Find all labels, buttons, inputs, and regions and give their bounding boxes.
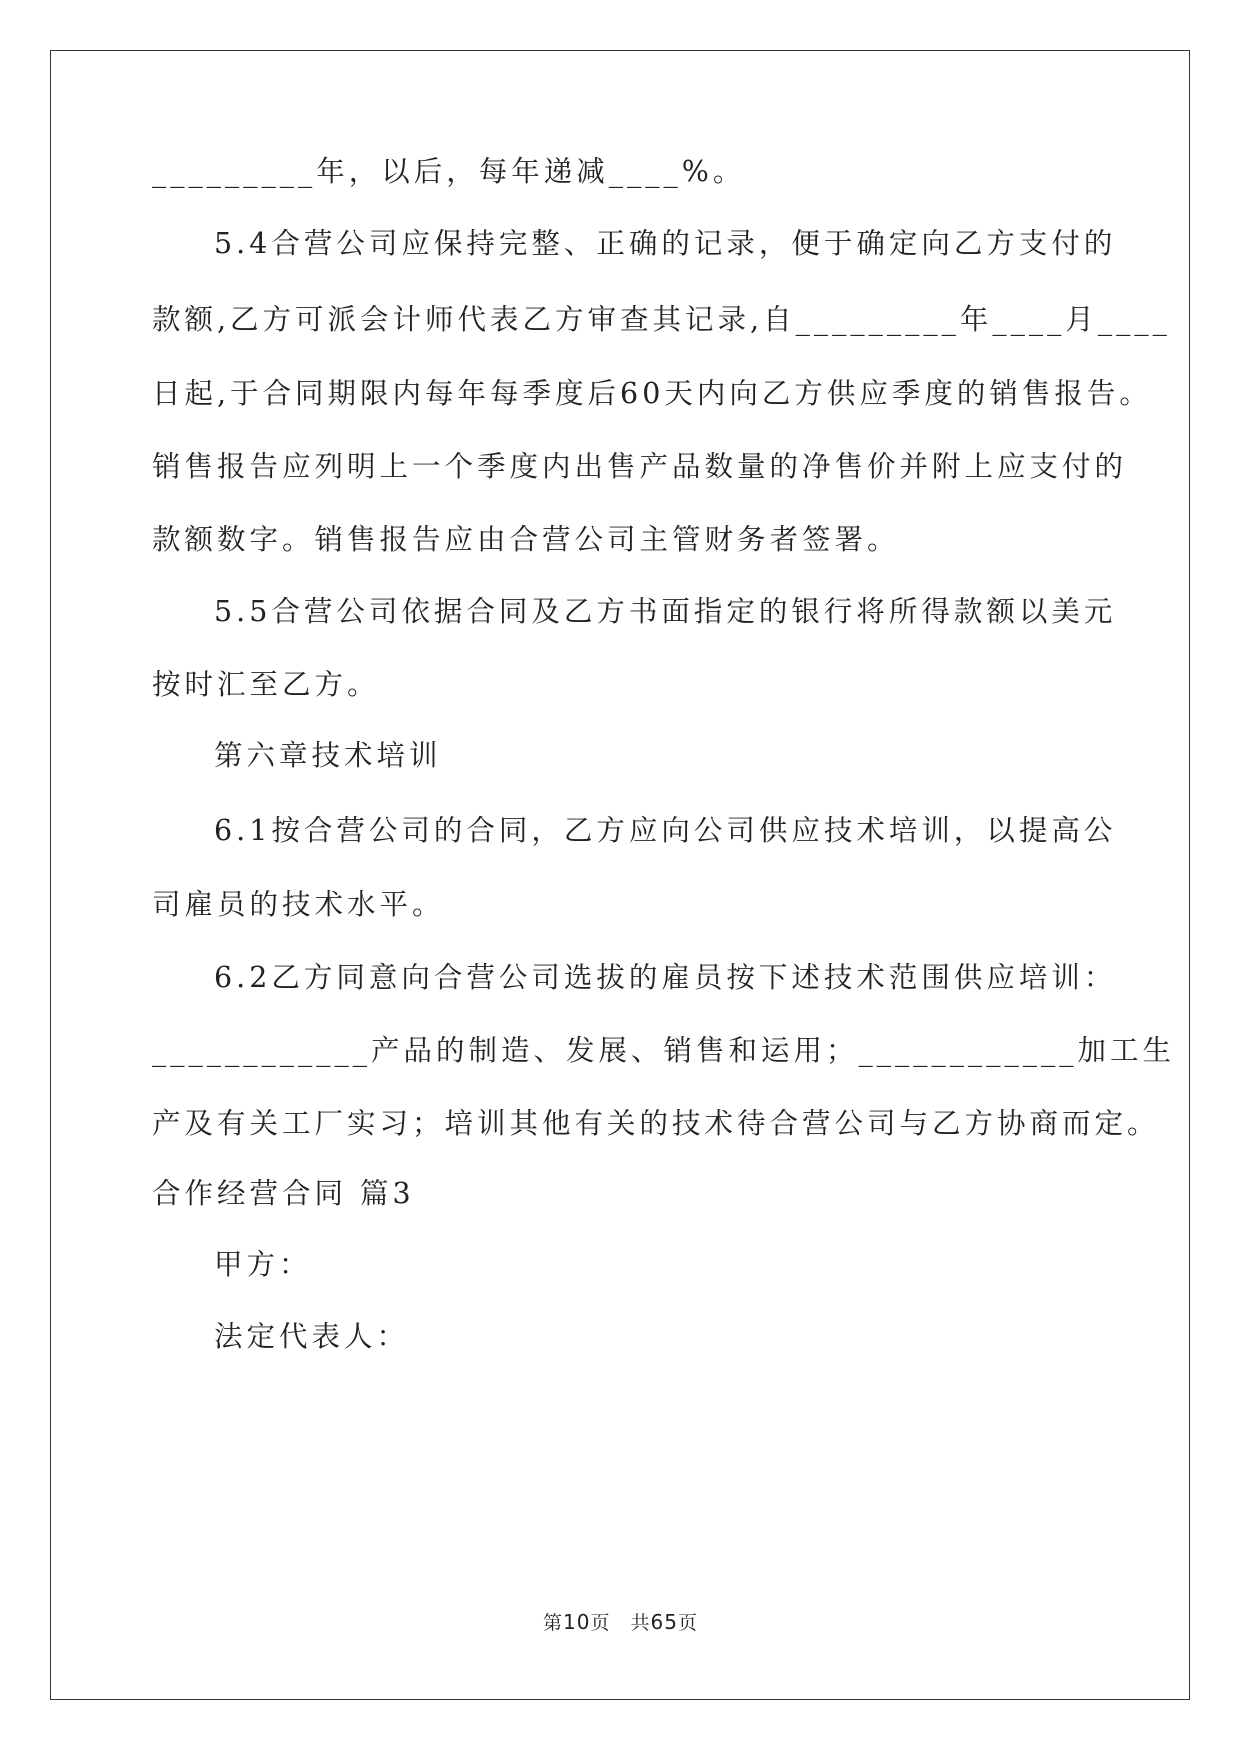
text-line-5: 销售报告应列明上一个季度内出售产品数量的净售价并附上应支付的: [152, 450, 1128, 483]
text-line-8: 按时汇至乙方。: [152, 668, 380, 701]
text-line-4: 日起,于合同期限内每年每季度后60天内向乙方供应季度的销售报告。: [152, 377, 1152, 410]
party-a-label: 甲方：: [214, 1248, 312, 1281]
text-line-14: 产及有关工厂实习；培训其他有关的技术待合营公司与乙方协商而定。: [152, 1107, 1160, 1140]
legal-representative-label: 法定代表人：: [214, 1320, 410, 1353]
chapter-heading: 第六章技术培训: [214, 739, 442, 772]
text-line-1: _________年，以后，每年递减____%。: [152, 155, 746, 188]
text-line-12: 6.2乙方同意向合营公司选拔的雇员按下述技术范围供应培训：: [214, 961, 1117, 994]
section-title: 合作经营合同 篇3: [152, 1177, 415, 1210]
text-line-6: 款额数字。销售报告应由合营公司主管财务者签署。: [152, 523, 900, 556]
text-line-11: 司雇员的技术水平。: [152, 888, 445, 921]
text-line-13: ____________产品的制造、发展、销售和运用；____________加工生: [152, 1034, 1176, 1067]
page-border: [50, 50, 1190, 1700]
footer-prefix: 第: [543, 1612, 564, 1634]
footer-middle: 页 共: [590, 1612, 651, 1634]
footer-suffix: 页: [677, 1612, 698, 1634]
text-line-2: 5.4合营公司应保持完整、正确的记录，便于确定向乙方支付的: [214, 227, 1117, 260]
current-page-number: 10: [563, 1610, 591, 1634]
page-footer: [0, 1609, 1241, 1636]
text-line-3: 款额,乙方可派会计师代表乙方审查其记录,自_________年____月____: [152, 303, 1171, 336]
text-line-7: 5.5合营公司依据合同及乙方书面指定的银行将所得款额以美元: [214, 595, 1117, 628]
text-line-10: 6.1按合营公司的合同，乙方应向公司供应技术培训，以提高公: [214, 814, 1117, 847]
total-pages-number: 65: [650, 1610, 678, 1634]
